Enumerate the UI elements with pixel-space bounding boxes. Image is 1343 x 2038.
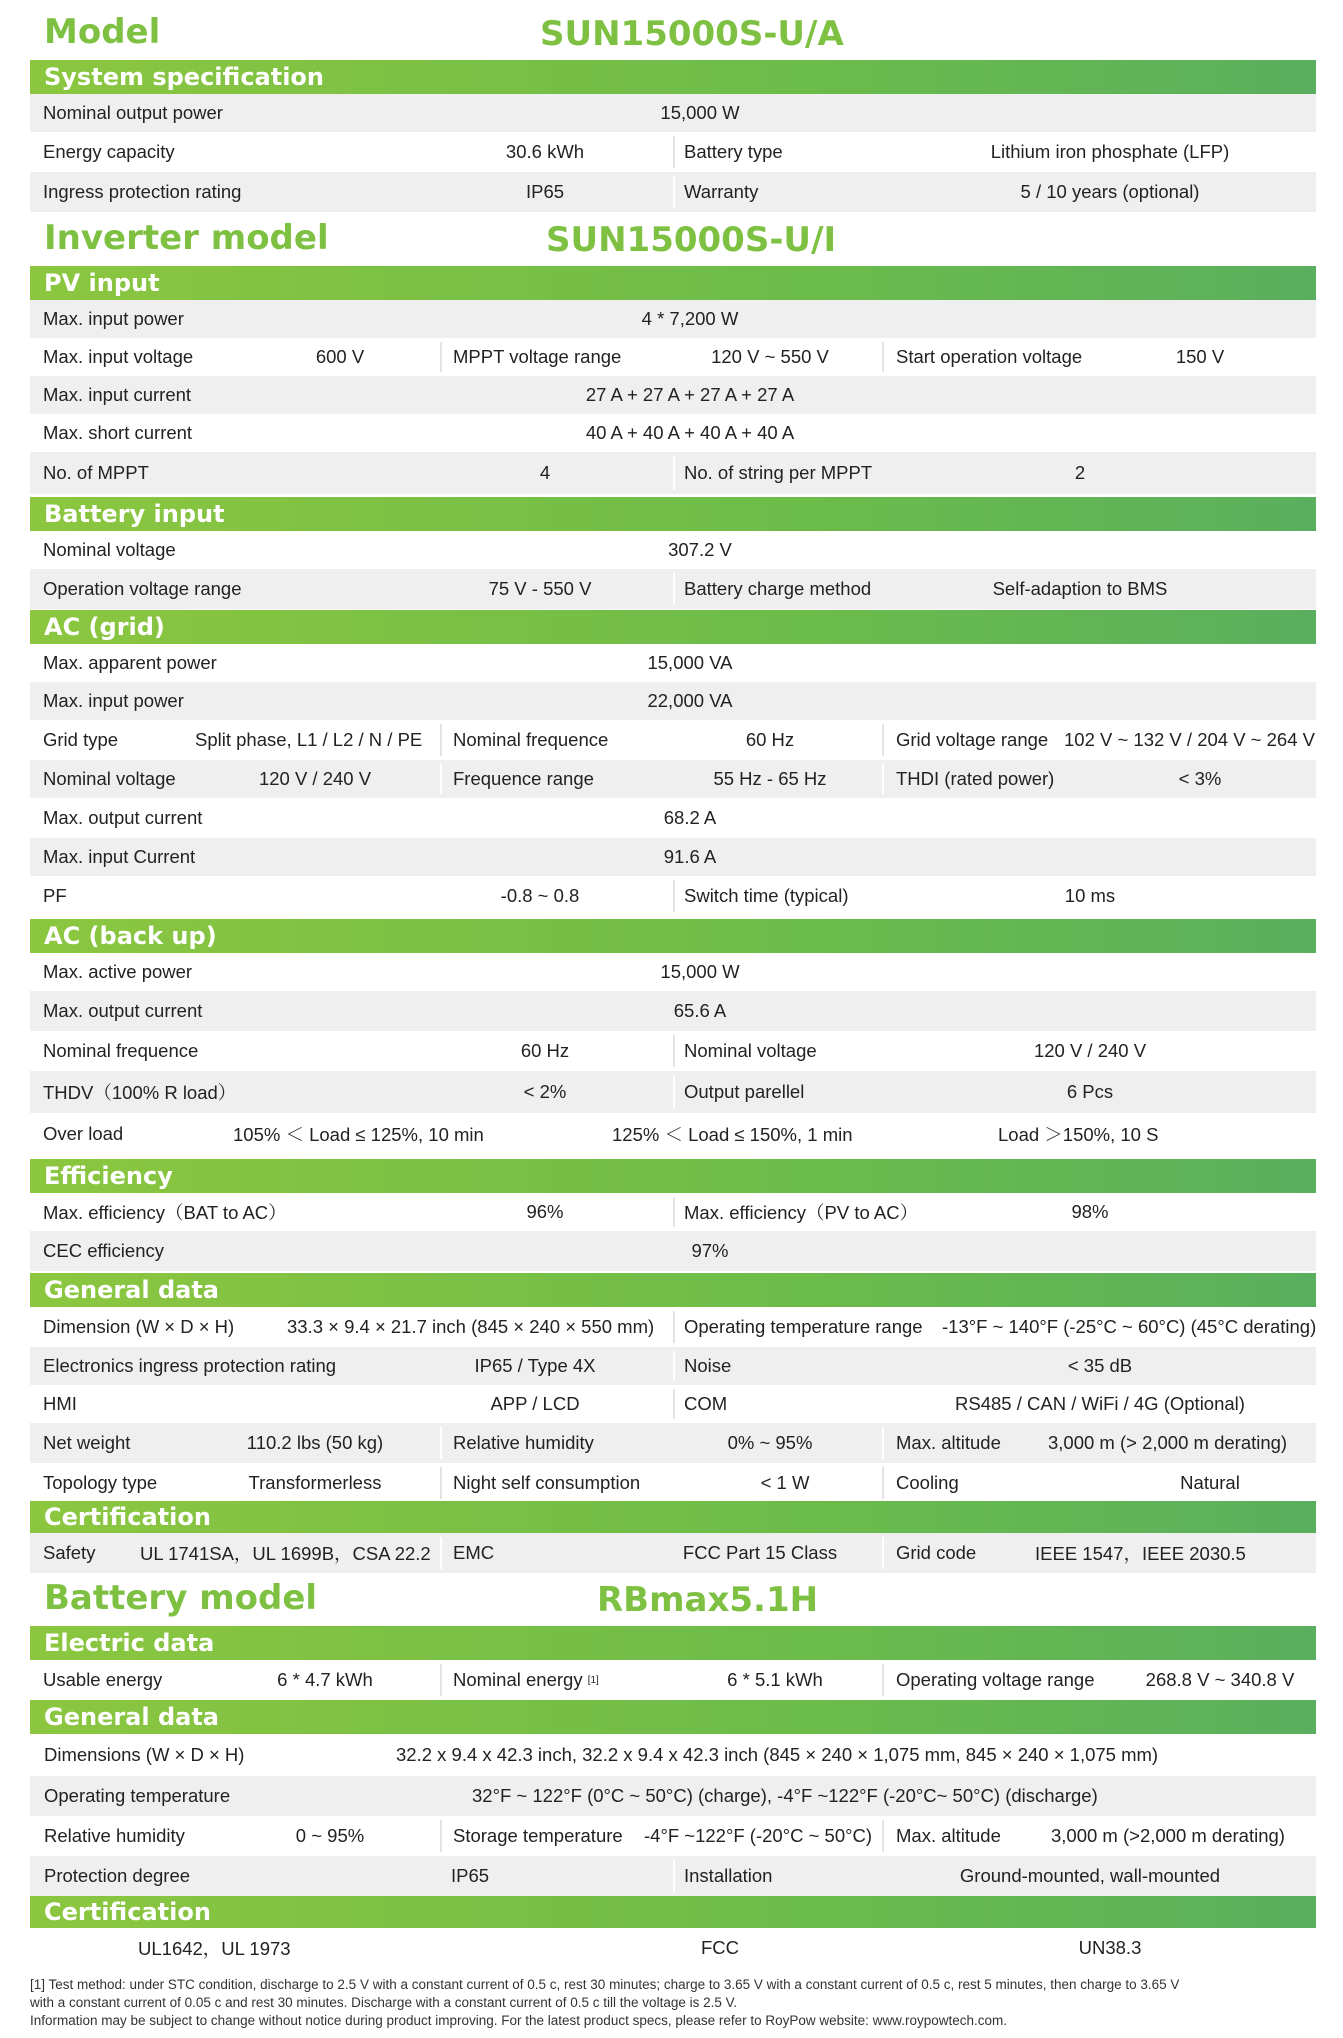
value: 10 ms <box>1064 885 1116 906</box>
section-header-battery-certification <box>30 1896 1316 1928</box>
label: Switch time (typical) <box>684 885 849 906</box>
value: 60 Hz <box>520 1040 570 1061</box>
divider <box>440 1467 442 1499</box>
row-net-weight <box>30 1423 1316 1463</box>
row-battery-humidity <box>30 1816 1316 1856</box>
value: IP65 / Type 4X <box>474 1355 596 1376</box>
row-max-active-power <box>30 953 1316 991</box>
divider <box>440 1427 442 1459</box>
label: Energy capacity <box>43 141 175 162</box>
value: UN38.3 <box>1078 1937 1142 1958</box>
section-header-system-specification <box>30 60 1316 94</box>
footnote-ref: [1] <box>587 1674 599 1686</box>
label: Nominal voltage <box>43 768 176 789</box>
divider <box>882 724 884 756</box>
label: CEC efficiency <box>43 1240 164 1261</box>
row-energy-capacity <box>30 132 1316 172</box>
label: Max. output current <box>43 1000 203 1021</box>
value: 0% ~ 95% <box>727 1432 813 1453</box>
value: 102 V ~ 132 V / 204 V ~ 264 V <box>1064 729 1315 750</box>
value: 3,000 m (>2,000 m derating) <box>1051 1825 1285 1846</box>
value: 55 Hz - 65 Hz <box>713 768 827 789</box>
value: Transformerless <box>248 1472 382 1493</box>
inverter-model-heading <box>30 212 1320 272</box>
row-nominal-output-power <box>30 94 1316 132</box>
label: No. of string per MPPT <box>684 462 873 483</box>
divider <box>673 1860 675 1892</box>
value: IP65 <box>525 181 565 202</box>
value: RS485 / CAN / WiFi / 4G (Optional) <box>955 1393 1245 1414</box>
row-battery-certification <box>30 1928 1316 1968</box>
divider <box>673 176 675 208</box>
divider <box>673 1197 675 1227</box>
label: Max. apparent power <box>43 652 217 673</box>
label: Safety <box>43 1542 96 1563</box>
label: Max. active power <box>43 961 193 982</box>
section-title: AC (back up) <box>44 922 217 950</box>
value: 15,000 W <box>660 102 740 123</box>
row-topology <box>30 1463 1316 1503</box>
label: Protection degree <box>44 1865 191 1886</box>
value: 105% ＜ Load ≤ 125%, 10 min <box>233 1124 484 1145</box>
section-header-battery-general-data <box>30 1700 1316 1734</box>
value: 15,000 W <box>660 961 740 982</box>
value: IP65 <box>450 1865 490 1886</box>
label: Ingress protection rating <box>43 181 242 202</box>
value: 268.8 V ~ 340.8 V <box>1145 1669 1295 1690</box>
value: Split phase, L1 / L2 / N / PE <box>195 729 423 750</box>
label: Usable energy <box>43 1669 163 1690</box>
section-header-certification <box>30 1501 1316 1533</box>
label: Nominal output power <box>43 102 223 123</box>
row-nominal-voltage <box>30 531 1316 569</box>
label: Topology type <box>43 1472 158 1493</box>
divider <box>882 1427 884 1459</box>
value: 33.3 × 9.4 × 21.7 inch (845 × 240 × 550 mm) <box>287 1316 655 1337</box>
row-max-apparent-power <box>30 644 1316 682</box>
row-efficiency-bat-ac <box>30 1193 1316 1231</box>
row-dimension <box>30 1307 1316 1347</box>
value: 4 * 7,200 W <box>641 308 739 329</box>
label: Grid voltage range <box>896 729 1049 750</box>
value: -0.8 ~ 0.8 <box>500 885 580 906</box>
value: 60 Hz <box>745 729 795 750</box>
row-electronics-ingress <box>30 1347 1316 1385</box>
section-title: General data <box>44 1703 219 1731</box>
section-header-battery-input <box>30 497 1316 531</box>
label: Max. altitude <box>896 1432 1001 1453</box>
label: Cooling <box>896 1472 959 1493</box>
row-thdv <box>30 1071 1316 1113</box>
label: Dimensions (W × D × H) <box>44 1744 245 1765</box>
value: 91.6 A <box>663 846 717 867</box>
label: Grid code <box>896 1542 977 1563</box>
value: 120 V ~ 550 V <box>711 346 829 367</box>
section-title: System specification <box>44 63 325 91</box>
label: Operating temperature range <box>684 1316 923 1337</box>
row-usable-energy <box>30 1660 1316 1700</box>
value: Load ＞150%, 10 S <box>998 1124 1159 1145</box>
label: Battery type <box>684 141 783 162</box>
row-over-load <box>30 1113 1316 1155</box>
inverter-model-value: SUN15000S-U/I <box>546 220 837 260</box>
footnote-line-3: Information may be subject to change without notice during product improving. For the latest product specs, please refer to RoyPow website: www.roypowtech.com. <box>30 2013 1007 2028</box>
row-max-input-power <box>30 300 1316 338</box>
model-value: SUN15000S-U/A <box>540 14 844 54</box>
divider <box>440 724 442 756</box>
label: Installation <box>684 1865 773 1886</box>
value: -13°F ~ 140°F (-25°C ~ 60°C) (45°C derating) <box>942 1316 1317 1337</box>
label: Storage temperature <box>453 1825 623 1846</box>
label: Net weight <box>43 1432 131 1453</box>
label: Operation voltage range <box>43 578 242 599</box>
value: 150 V <box>1175 346 1225 367</box>
model-heading <box>30 6 1320 66</box>
label: PF <box>43 885 67 906</box>
label: COM <box>684 1393 728 1414</box>
divider <box>440 1664 442 1696</box>
value: 32.2 x 9.4 x 42.3 inch, 32.2 x 9.4 x 42.3 inch (845 × 240 × 1,075 mm, 845 × 240 × 1,075 mm) <box>396 1744 1159 1765</box>
value: 27 A + 27 A + 27 A + 27 A <box>585 384 795 405</box>
label: Nominal frequence <box>43 1040 199 1061</box>
footnote-line-2: with a constant current of 0.05 c and rest 30 minutes. Discharge with a constant current of 0.5 c till the voltage is 2.5 V. <box>30 1995 738 2010</box>
label <box>453 1660 599 1700</box>
section-title: Efficiency <box>44 1162 173 1190</box>
battery-model-value: RBmax5.1H <box>597 1580 819 1620</box>
value: < 3% <box>1178 768 1222 789</box>
row-cec-efficiency <box>30 1231 1316 1271</box>
label: Electronics ingress protection rating <box>43 1355 337 1376</box>
label: Max. input voltage <box>43 346 194 367</box>
nominal-energy-label: Nominal energy <box>453 1669 583 1690</box>
divider <box>882 1537 884 1569</box>
row-pf <box>30 876 1316 916</box>
label: Max. output current <box>43 807 203 828</box>
battery-model-heading <box>30 1572 1320 1632</box>
divider <box>440 342 442 372</box>
row-max-input-current <box>30 838 1316 876</box>
value: 5 / 10 years (optional) <box>1020 181 1200 202</box>
value: FCC Part 15 Class <box>682 1542 838 1563</box>
divider <box>440 764 442 794</box>
label: Max. short current <box>43 422 193 443</box>
label: Nominal frequence <box>453 729 609 750</box>
label: Nominal voltage <box>684 1040 817 1061</box>
label: Operating voltage range <box>896 1669 1095 1690</box>
value: 30.6 kWh <box>505 141 585 162</box>
label: Warranty <box>684 181 759 202</box>
value: FCC <box>700 1937 740 1958</box>
label: Max. input power <box>43 690 184 711</box>
divider <box>673 1311 675 1343</box>
value: < 2% <box>523 1081 567 1102</box>
row-ingress-protection <box>30 172 1316 212</box>
value: 15,000 VA <box>647 652 733 673</box>
value: APP / LCD <box>490 1393 580 1414</box>
label: Noise <box>684 1355 732 1376</box>
value: 6 * 4.7 kWh <box>277 1669 373 1690</box>
section-header-ac-grid <box>30 610 1316 644</box>
value: UL 1741SA，UL 1699B，CSA 22.2 <box>140 1543 431 1564</box>
value: 0 ~ 95% <box>295 1825 365 1846</box>
section-header-ac-backup <box>30 919 1316 953</box>
divider <box>882 1820 884 1852</box>
row-no-of-mppt <box>30 452 1316 494</box>
label: Max. input power <box>43 308 184 329</box>
value: 3,000 m (> 2,000 m derating) <box>1048 1432 1288 1453</box>
label: Max. efficiency（PV to AC） <box>684 1202 919 1223</box>
inverter-model-label: Inverter model <box>44 218 329 258</box>
value: 97% <box>691 1240 729 1261</box>
model-label: Model <box>44 12 161 52</box>
section-header-pv-input <box>30 266 1316 300</box>
divider <box>882 1467 884 1499</box>
section-header-efficiency <box>30 1159 1316 1193</box>
row-battery-op-temp <box>30 1776 1316 1816</box>
divider <box>882 1664 884 1696</box>
label: THDI (rated power) <box>896 768 1055 789</box>
value: 307.2 V <box>668 539 732 560</box>
divider <box>673 456 675 490</box>
value: 68.2 A <box>663 807 717 828</box>
row-max-input-current <box>30 376 1316 414</box>
row-battery-dimensions <box>30 1734 1316 1776</box>
value: < 35 dB <box>1067 1355 1133 1376</box>
row-max-output-current-backup <box>30 991 1316 1031</box>
row-max-input-power <box>30 682 1316 720</box>
label: Output parellel <box>684 1081 805 1102</box>
label: Nominal voltage <box>43 539 176 560</box>
label: Night self consumption <box>453 1472 641 1493</box>
value: < 1 W <box>760 1472 810 1493</box>
value: 4 <box>539 462 551 483</box>
label: Battery charge method <box>684 578 872 599</box>
value: Self-adaption to BMS <box>992 578 1168 599</box>
value: 120 V / 240 V <box>1033 1040 1147 1061</box>
divider <box>673 1075 675 1109</box>
value: 120 V / 240 V <box>258 768 372 789</box>
label: Start operation voltage <box>896 346 1083 367</box>
value: 2 <box>1074 462 1086 483</box>
section-title: General data <box>44 1276 219 1304</box>
row-certification <box>30 1533 1316 1573</box>
label: Relative humidity <box>453 1432 594 1453</box>
label: Over load <box>43 1123 124 1144</box>
divider <box>440 1537 442 1569</box>
value: -4°F ~122°F (-20°C ~ 50°C) <box>644 1825 873 1846</box>
label: MPPT voltage range <box>453 346 622 367</box>
footnote-line-1: [1] Test method: under STC condition, discharge to 2.5 V with a constant current of 0.5 c, rest 30 minutes; charge to 3.65 V with a constant current of 0.5 c, rest 5 minutes, then charge to 3.65 V <box>30 1977 1180 1992</box>
value: 110.2 lbs (50 kg) <box>246 1432 384 1453</box>
label: Operating temperature <box>44 1785 231 1806</box>
label: EMC <box>453 1542 495 1563</box>
value: Lithium iron phosphate (LFP) <box>990 141 1230 162</box>
label: Relative humidity <box>44 1825 185 1846</box>
row-max-input-voltage <box>30 338 1316 376</box>
label: Grid type <box>43 729 119 750</box>
row-hmi <box>30 1385 1316 1423</box>
value: IEEE 1547，IEEE 2030.5 <box>1035 1543 1246 1564</box>
label: Max. efficiency（BAT to AC） <box>43 1202 287 1223</box>
value: Natural <box>1180 1472 1240 1493</box>
divider <box>882 342 884 372</box>
label: Max. altitude <box>896 1825 1001 1846</box>
row-battery-protection <box>30 1856 1316 1896</box>
label: THDV（100% R load） <box>43 1082 237 1103</box>
value: 98% <box>1071 1201 1109 1222</box>
divider <box>673 573 675 605</box>
value: Ground-mounted, wall-mounted <box>959 1865 1221 1886</box>
row-max-short-current <box>30 414 1316 452</box>
value: 6 * 5.1 kWh <box>727 1669 823 1690</box>
label: Dimension (W × D × H) <box>43 1316 235 1337</box>
value: 96% <box>526 1201 564 1222</box>
value: 40 A + 40 A + 40 A + 40 A <box>585 422 795 443</box>
section-title: PV input <box>44 269 160 297</box>
label: Max. input Current <box>43 846 196 867</box>
label: Frequence range <box>453 768 594 789</box>
row-nominal-frequence-backup <box>30 1031 1316 1071</box>
value: UL1642，UL 1973 <box>138 1938 291 1959</box>
value: 6 Pcs <box>1066 1081 1114 1102</box>
value: 32°F ~ 122°F (0°C ~ 50°C) (charge), -4°F ~122°F (-20°C~ 50°C) (discharge) <box>472 1785 1098 1806</box>
value: 22,000 VA <box>647 690 733 711</box>
section-title: AC (grid) <box>44 613 165 641</box>
row-nominal-voltage-grid <box>30 760 1316 798</box>
row-operation-voltage-range <box>30 569 1316 609</box>
section-title: Certification <box>44 1898 211 1926</box>
label: HMI <box>43 1393 77 1414</box>
label: Max. input current <box>43 384 192 405</box>
divider <box>673 880 675 912</box>
row-grid-type <box>30 720 1316 760</box>
divider <box>673 1351 675 1381</box>
divider <box>673 1389 675 1419</box>
value: 65.6 A <box>673 1000 727 1021</box>
section-title: Battery input <box>44 500 225 528</box>
value: 125% ＜ Load ≤ 150%, 1 min <box>612 1124 853 1145</box>
divider <box>440 1820 442 1852</box>
row-max-output-current <box>30 798 1316 838</box>
divider <box>882 764 884 794</box>
section-header-electric-data <box>30 1626 1316 1660</box>
label: No. of MPPT <box>43 462 149 483</box>
battery-model-label: Battery model <box>44 1578 318 1618</box>
value: 75 V - 550 V <box>488 578 592 599</box>
section-header-general-data <box>30 1273 1316 1307</box>
section-title: Certification <box>44 1503 211 1531</box>
value: 600 V <box>315 346 365 367</box>
section-title: Electric data <box>44 1629 215 1657</box>
divider <box>673 1035 675 1067</box>
divider <box>673 136 675 168</box>
